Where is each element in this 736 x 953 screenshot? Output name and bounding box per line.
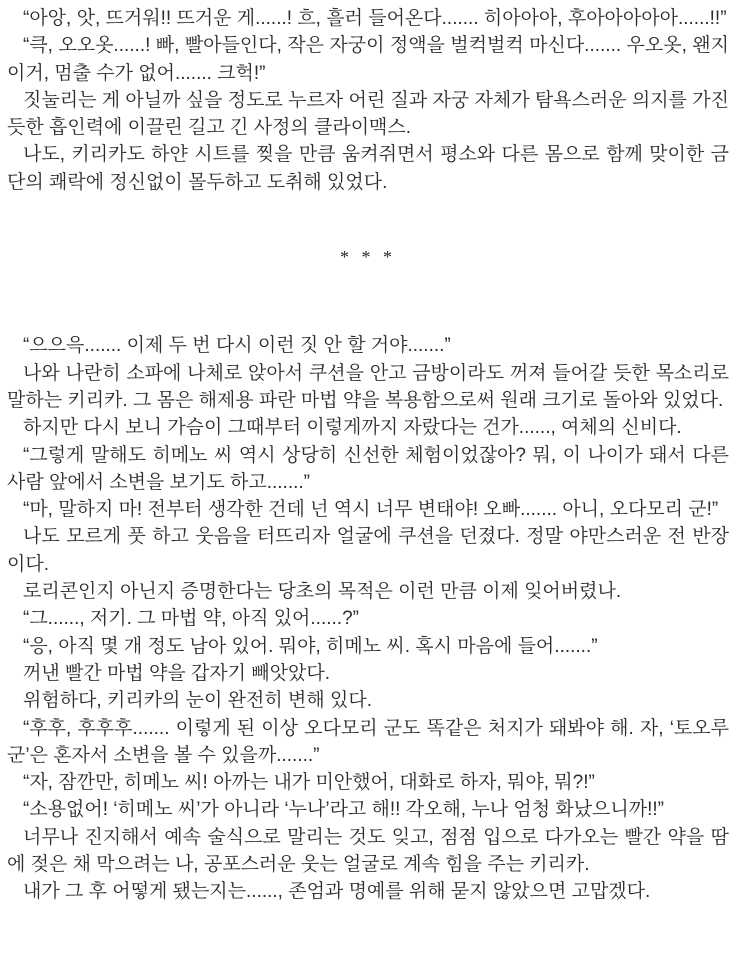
dialogue-paragraph: “그렇게 말해도 히메노 씨 역시 상당히 신선한 체험이었잖아? 뭐, 이 나이가 돼서 다른 사람 앞에서 소변을 보기도 하고.......” — [7, 444, 729, 493]
narration-paragraph: 나도, 키리카도 하얀 시트를 찢을 만큼 움켜쥐면서 평소와 다른 몸으로 함께 맞이한 금단의 쾌락에 정신없이 몰두하고 도취해 있었다. — [7, 144, 729, 193]
dialogue-paragraph: “소용없어! ‘히메노 씨’가 아니라 ‘누나’라고 해!! 각오해, 누나 엄청 화났으니까!!” — [23, 799, 664, 821]
dialogue-paragraph: “자, 잠깐만, 히메노 씨! 아까는 내가 미안했어, 대화로 하자, 뭐야, 뭐?!” — [23, 772, 595, 794]
narration-paragraph: 나와 나란히 소파에 나체로 앉아서 쿠션을 안고 금방이라도 꺼져 들어갈 듯한 목소리로 말하는 키리카. 그 몸은 해제용 파란 마법 약을 복용함으로써 원래 크기로 돌아와 있었다. — [7, 362, 729, 411]
narration-paragraph: 짓눌리는 게 아닐까 싶을 정도로 누르자 어린 질과 자궁 자체가 탐욕스러운 의지를 가진 듯한 흡인력에 이끌린 길고 긴 사정의 클라이맥스. — [7, 89, 729, 139]
scene-separator: * * * — [340, 247, 396, 268]
narration-paragraph: 로리콘인지 아닌지 증명한다는 당초의 목적은 이런 만큼 이제 잊어버렸나. — [23, 581, 622, 603]
dialogue-paragraph: “으으윽....... 이제 두 번 다시 이런 짓 안 할 거야.......” — [23, 335, 451, 357]
narration-paragraph: 하지만 다시 보니 가슴이 그때부터 이렇게까지 자랐다는 건가......, 여체의 신비다. — [23, 417, 682, 439]
dialogue-paragraph: “후후, 후후후....... 이렇게 된 이상 오다모리 군도 똑같은 처지가 돼봐야 해. 자, ‘토오루 군’은 혼자서 소변을 볼 수 있을까.......” — [7, 717, 729, 766]
dialogue-paragraph: “응, 아직 몇 개 정도 남아 있어. 뭐야, 히메노 씨. 혹시 마음에 들어.......” — [23, 635, 598, 657]
narration-paragraph: 내가 그 후 어떻게 됐는지는......, 존엄과 명예를 위해 묻지 않았으면 고맙겠다. — [23, 881, 651, 903]
dialogue-paragraph: “큭, 오오옷......! 빠, 빨아들인다, 작은 자궁이 정액을 벌컥벌컥 마신다....... 우오옷, 왠지 이거, 멈출 수가 없어....... 크헉!” — [7, 35, 729, 84]
dialogue-paragraph: “마, 말하지 마! 전부터 생각한 건데 넌 역시 너무 변태야! 오빠....... 아니, 오다모리 군!” — [23, 499, 719, 521]
narration-paragraph: 너무나 진지해서 예속 술식으로 말리는 것도 잊고, 점점 입으로 다가오는 빨간 약을 땀에 젖은 채 막으려는 나, 공포스러운 웃는 얼굴로 계속 힘을 주는 키리카. — [7, 826, 729, 876]
dialogue-paragraph: “그......, 저기. 그 마법 약, 아직 있어......?” — [23, 608, 359, 630]
narration-paragraph: 꺼낸 빨간 마법 약을 갑자기 빼앗았다. — [23, 662, 330, 684]
narration-paragraph: 위험하다, 키리카의 눈이 완전히 변해 있다. — [23, 690, 372, 712]
narration-paragraph: 나도 모르게 풋 하고 웃음을 터뜨리자 얼굴에 쿠션을 던졌다. 정말 야만스러운 전 반장이다. — [7, 526, 729, 575]
dialogue-paragraph: “아앙, 앗, 뜨거워!! 뜨거운 게......! 흐, 흘러 들어온다....... 히아아아, 후아아아아아......!!” — [23, 8, 727, 29]
